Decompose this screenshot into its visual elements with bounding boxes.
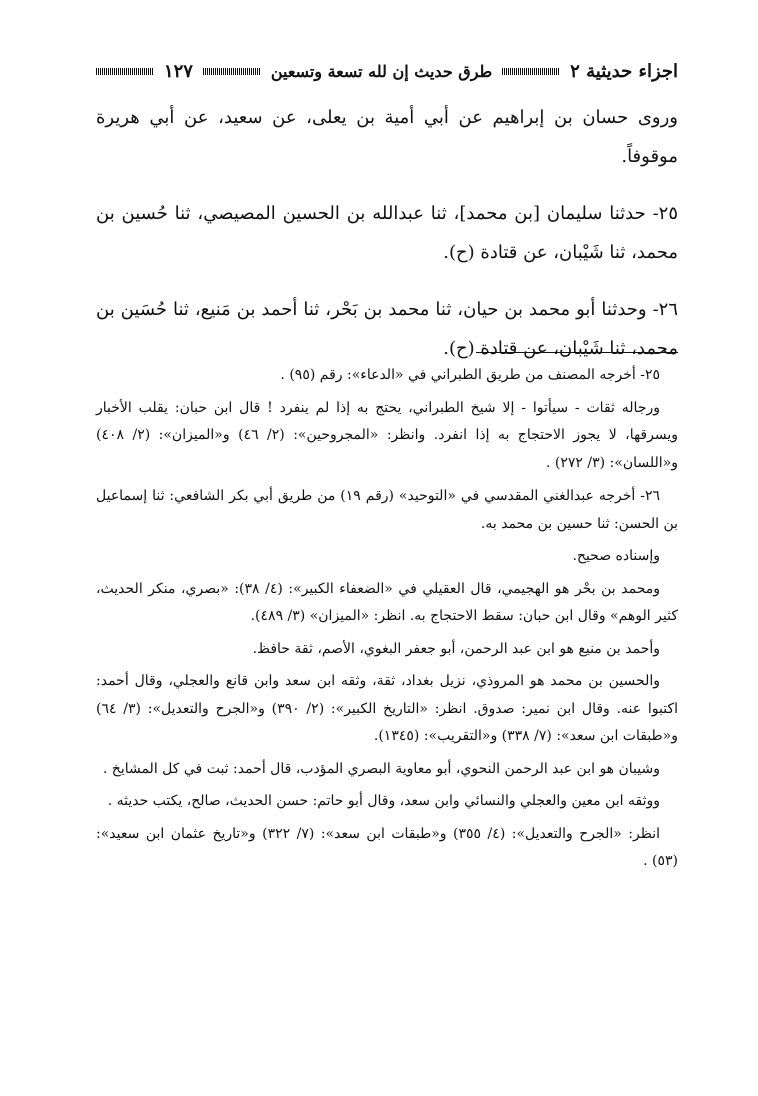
main-paragraph: ٢٦- وحدثنا أبو محمد بن حيان، ثنا محمد بن بَحْر، ثنا أحمد بن مَنيع، ثنا حُسَين بن محمد، ثنا شَيْبان، عن قتادة (ح). bbox=[96, 299, 678, 359]
footnote-separator bbox=[476, 352, 678, 353]
footnote-paragraph: والحسين بن محمد هو المروذي، نزيل بغداد، ثقة، وثقه ابن سعد وابن قانع والعجلي، وقال أحمد: اكتبوا عنه. وقال ابن نمير: صدوق. انظر: «التاريخ الكبير»: (٢/ ٣٩٠) و«الجرح والتعديل»: (٣/ ٦٤) و«طبقات ابن سعد»: (٧/ ٣٣٨) و«التقريب»: (١٣٤٥). bbox=[96, 673, 679, 744]
header-rule bbox=[96, 68, 154, 75]
footnote-paragraph: انظر: «الجرح والتعديل»: (٤/ ٣٥٥) و«طبقات ابن سعد»: (٧/ ٣٢٢) و«تاريخ عثمان ابن سعيد»: (٥٣) . bbox=[96, 825, 678, 869]
footnote-paragraph: ومحمد بن بحْر هو الهجيمي، قال العقيلي في «الضعفاء الكبير»: (٤/ ٣٨): «بصري، منكر الحديث، كثير الوهم» وقال ابن حبان: سقط الاحتجاج به. انظر: «الميزان» (٣/ ٤٨٩). bbox=[96, 580, 678, 624]
footnote-paragraph: ووثقه ابن معين والعجلي والنسائي وابن سعد، وقال أبو حاتم: حسن الحديث، صالح، يكتب حديثه . bbox=[107, 793, 660, 809]
main-text bbox=[96, 98, 678, 368]
main-paragraph: وروى حسان بن إبراهيم عن أبي أمية بن يعلى، عن سعيد، عن أبي هريرة موقوفاً. bbox=[96, 107, 678, 167]
footnote-paragraph: ٢٥- أخرجه المصنف من طريق الطبراني في «الدعاء»: رقم (٩٥) . bbox=[280, 367, 660, 383]
running-header bbox=[96, 58, 678, 84]
header-rule bbox=[203, 68, 261, 75]
header-rule bbox=[502, 68, 560, 75]
footnote-paragraph: وإسناده صحيح. bbox=[572, 548, 660, 564]
book-title: طرق حديث إن لله تسعة وتسعين bbox=[270, 61, 493, 81]
page-number: ١٢٧ bbox=[163, 60, 193, 82]
series-title: اجزاء حديثية ٢ bbox=[570, 60, 678, 82]
footnote-paragraph: ٢٦- أخرجه عبدالغني المقدسي في «التوحيد» (رقم ١٩) من طريق أبي بكر الشافعي: ثنا إسماعيل بن الحسن: ثنا حسين بن محمد به. bbox=[96, 488, 678, 532]
main-paragraph: ٢٥- حدثنا سليمان [بن محمد]، ثنا عبدالله بن الحسين المصيصي، ثنا حُسين بن محمد، ثنا شَيْبان، عن قتادة (ح). bbox=[96, 203, 678, 263]
footnote-paragraph: ورجاله ثقات - سيأتوا - إلا شيخ الطبراني، يحتج به إذا لم ينفرد ! قال ابن حبان: يقلب الأخبار ويسرقها، لا يجوز الاحتجاج به إذا انفرد. وانظر: «المجروحين»: (٢/ ٤٦) و«الميزان»: (٢/ ٤٠٨) و«اللسان»: (٣/ ٢٧٢) . bbox=[96, 399, 678, 471]
footnotes bbox=[96, 362, 678, 881]
footnote-paragraph: وشيبان هو ابن عبد الرحمن النحوي، أبو معاوية البصري المؤدب، قال أحمد: ثبت في كل المشايخ . bbox=[102, 760, 660, 777]
footnote-paragraph: وأحمد بن منيع هو ابن عبد الرحمن، أبو جعفر البغوي، الأصم، ثقة حافظ. bbox=[252, 640, 660, 657]
